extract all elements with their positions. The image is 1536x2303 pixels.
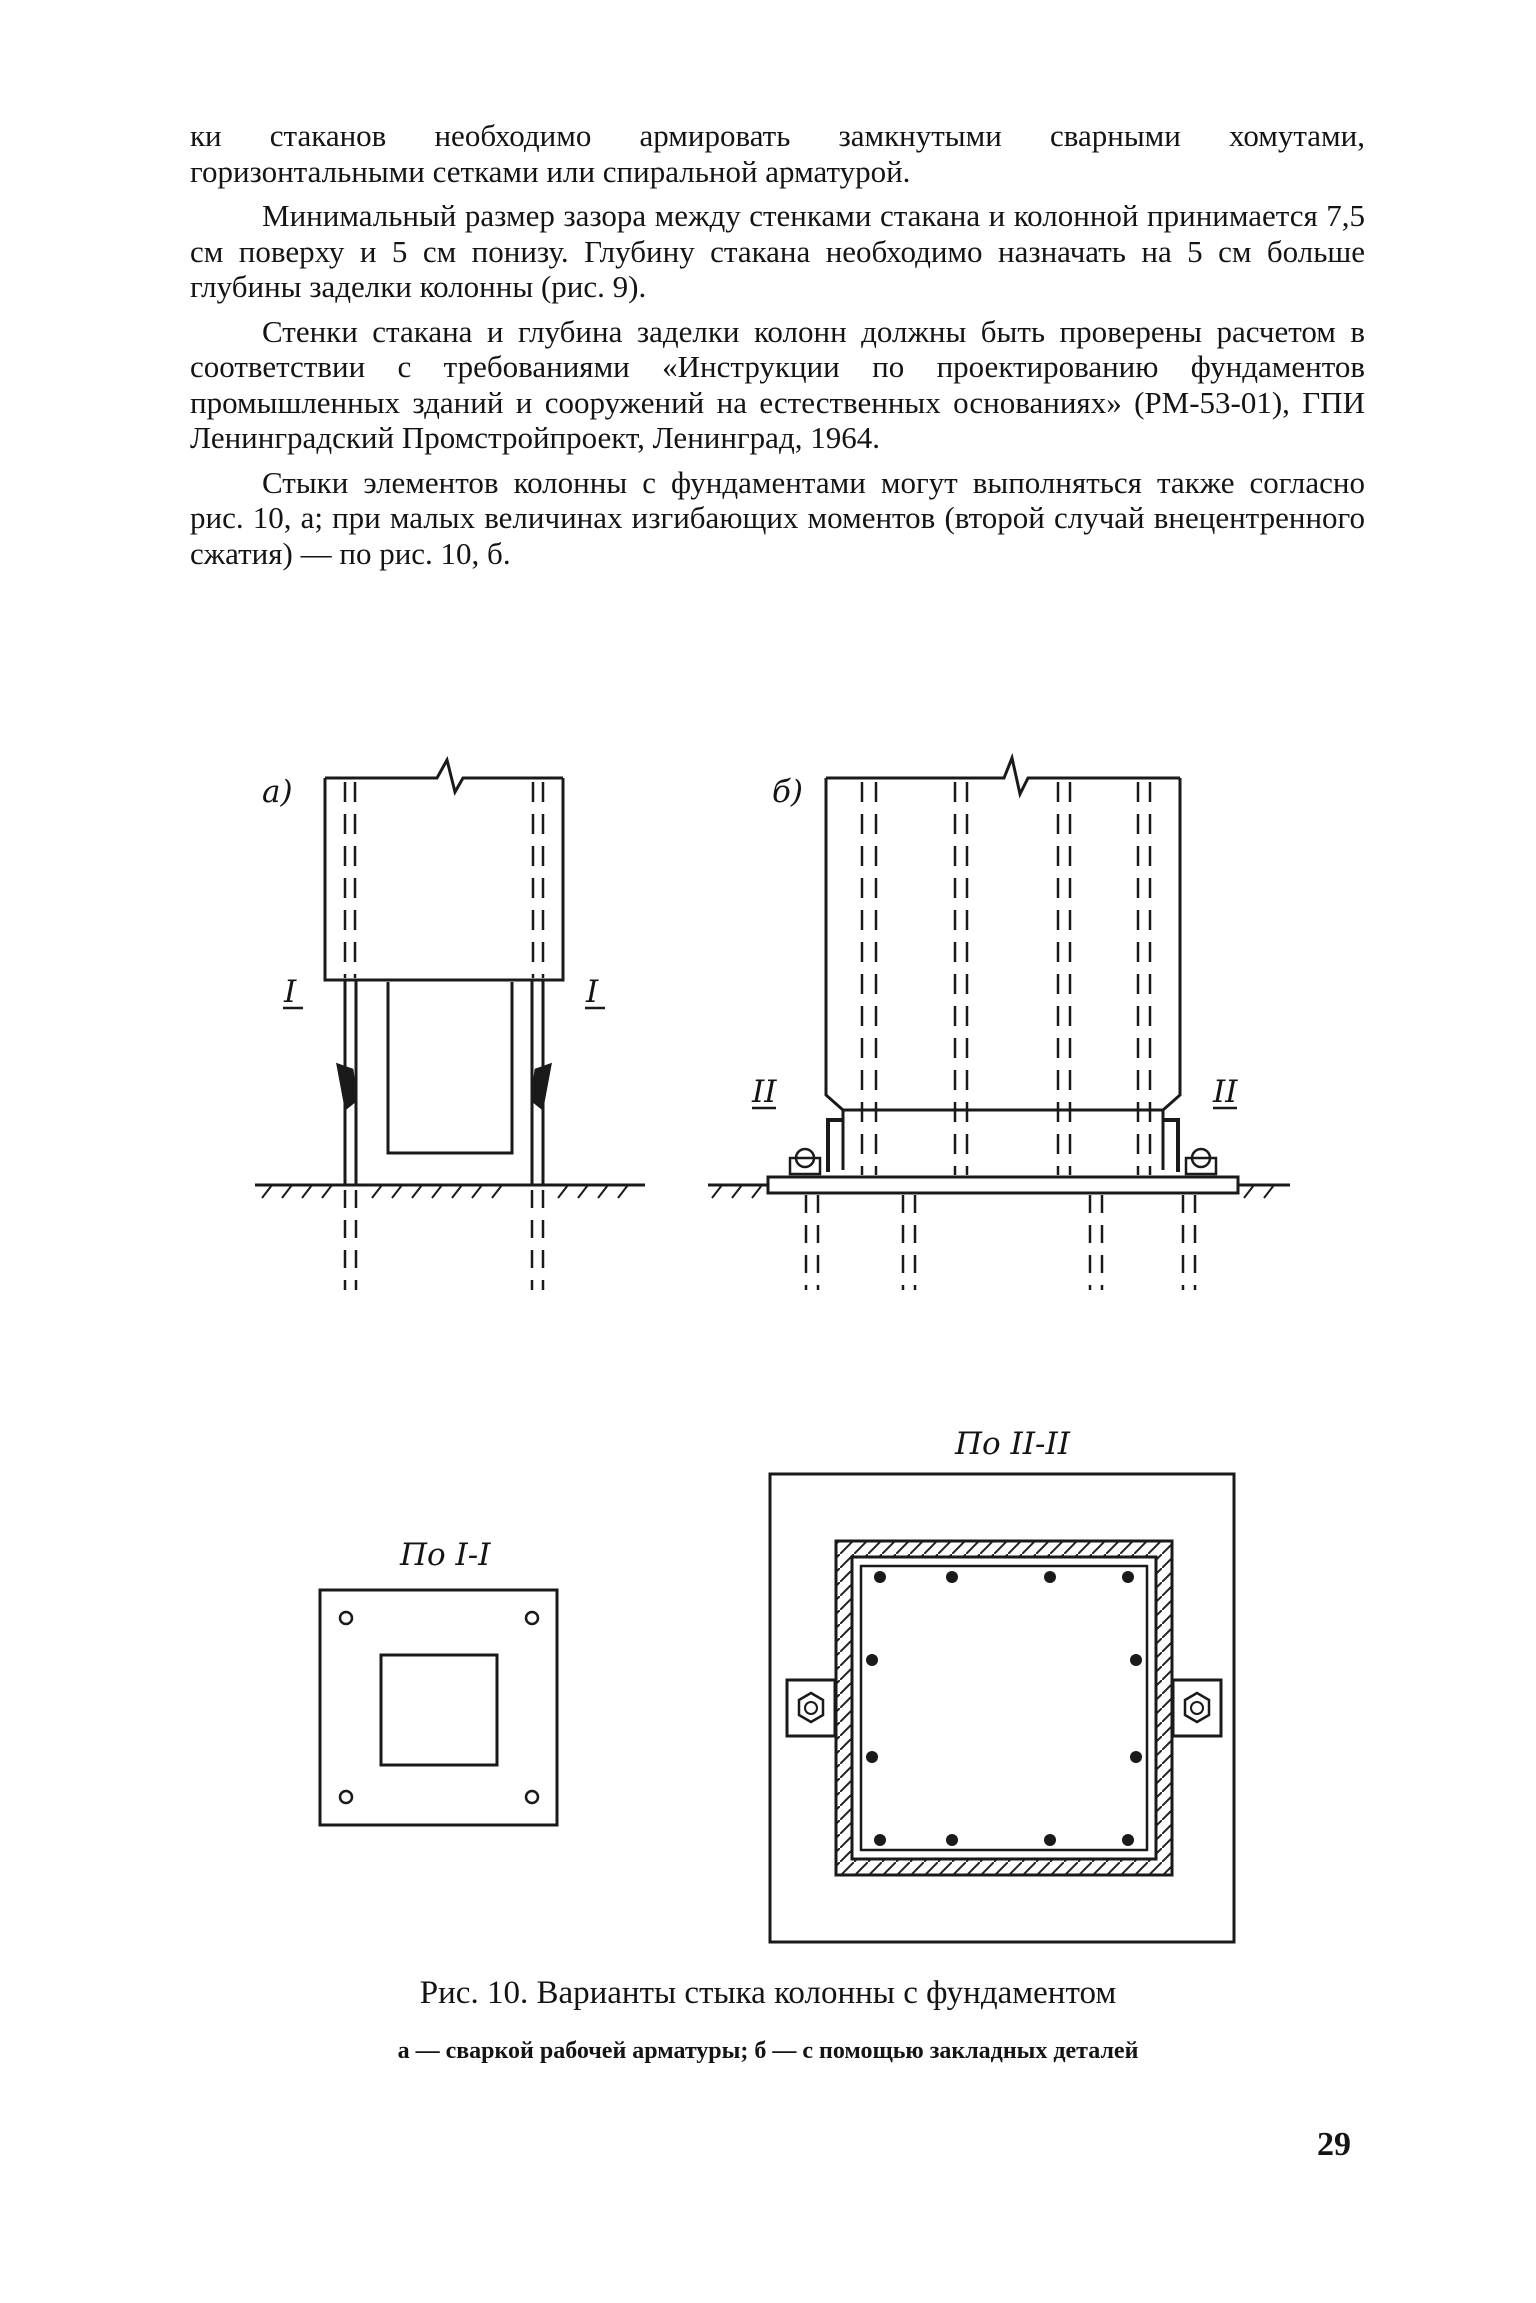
embedded-anchors-b bbox=[806, 1195, 1195, 1290]
base-plate-b bbox=[768, 1177, 1238, 1193]
section-ii-right-label: II bbox=[1213, 1074, 1238, 1110]
bolt-right bbox=[1186, 1149, 1216, 1174]
column-b-right bbox=[1163, 778, 1180, 1170]
break-mark-b bbox=[826, 758, 1180, 794]
paragraph-2: Минимальный размер зазора между стенками стакана и колонной принимается 7,5 см поверху и 5 см понизу. Глубину стакана необходимо назначать на 5 см больше глубины заделки колонны (рис. 9). bbox=[190, 198, 1365, 304]
plan-i-plate bbox=[320, 1590, 557, 1825]
break-mark-a bbox=[325, 760, 563, 792]
plan-ii bbox=[770, 1474, 1234, 1942]
section-i-right-label: I bbox=[586, 974, 599, 1010]
plan-i-title: По I-I bbox=[400, 1537, 491, 1573]
column-b-left bbox=[826, 778, 843, 1170]
column-a-rebars bbox=[345, 782, 543, 978]
figure-caption-title: Рис. 10. Варианты стыка колонны с фундаментом bbox=[419, 1975, 1117, 2011]
paragraph-4: Стыки элементов колонны с фундаментами могут выполняться также согласно рис. 10, а; при малых величинах изгибающих моментов (второй случай внецентренного сжатия) — по рис. 10, б. bbox=[190, 464, 1365, 571]
bolt-left bbox=[790, 1149, 820, 1174]
section-ii-left-label: II bbox=[752, 1074, 777, 1110]
page-number: 29 bbox=[1317, 2126, 1351, 2163]
column-a-outline bbox=[325, 778, 563, 980]
label-a: а) bbox=[262, 774, 293, 810]
plan-ii-column bbox=[852, 1557, 1156, 1859]
plan-i bbox=[320, 1590, 557, 1825]
weld-right bbox=[532, 1065, 550, 1108]
detail-a bbox=[255, 760, 645, 1290]
detail-b bbox=[708, 758, 1290, 1290]
ground-hatch-a bbox=[262, 1185, 628, 1198]
column-b-rebars bbox=[862, 782, 1150, 1175]
figure-caption-subtitle: а — сваркой рабочей арматуры; б — с помощью закладных деталей bbox=[397, 2038, 1139, 2064]
paragraph-3: Стенки стакана и глубина заделки колонн должны быть проверены расчетом в соответствии с требованиями «Инструкции по проектированию фундаментов промышленных зданий и сооружений на естественных основаниях» (РМ-53-01), ГПИ Ленинградский Промстройпроект, Ленинград, 1964. bbox=[190, 313, 1365, 455]
paragraph-1: ки стаканов необходимо армировать замкнутыми сварными хомутами, горизонтальными сетками или спиральной арматурой. bbox=[190, 118, 1365, 189]
weld-left bbox=[338, 1065, 356, 1108]
embedded-rebars-a bbox=[345, 1190, 543, 1290]
plan-ii-title: По II-II bbox=[955, 1426, 1071, 1462]
socket-box-a bbox=[388, 982, 512, 1153]
plan-ii-bolt-left bbox=[787, 1680, 835, 1736]
plan-i-opening bbox=[381, 1655, 497, 1765]
label-b: б) bbox=[772, 774, 804, 810]
section-i-left-label: I bbox=[284, 974, 297, 1010]
plan-ii-bolt-right bbox=[1173, 1680, 1221, 1736]
